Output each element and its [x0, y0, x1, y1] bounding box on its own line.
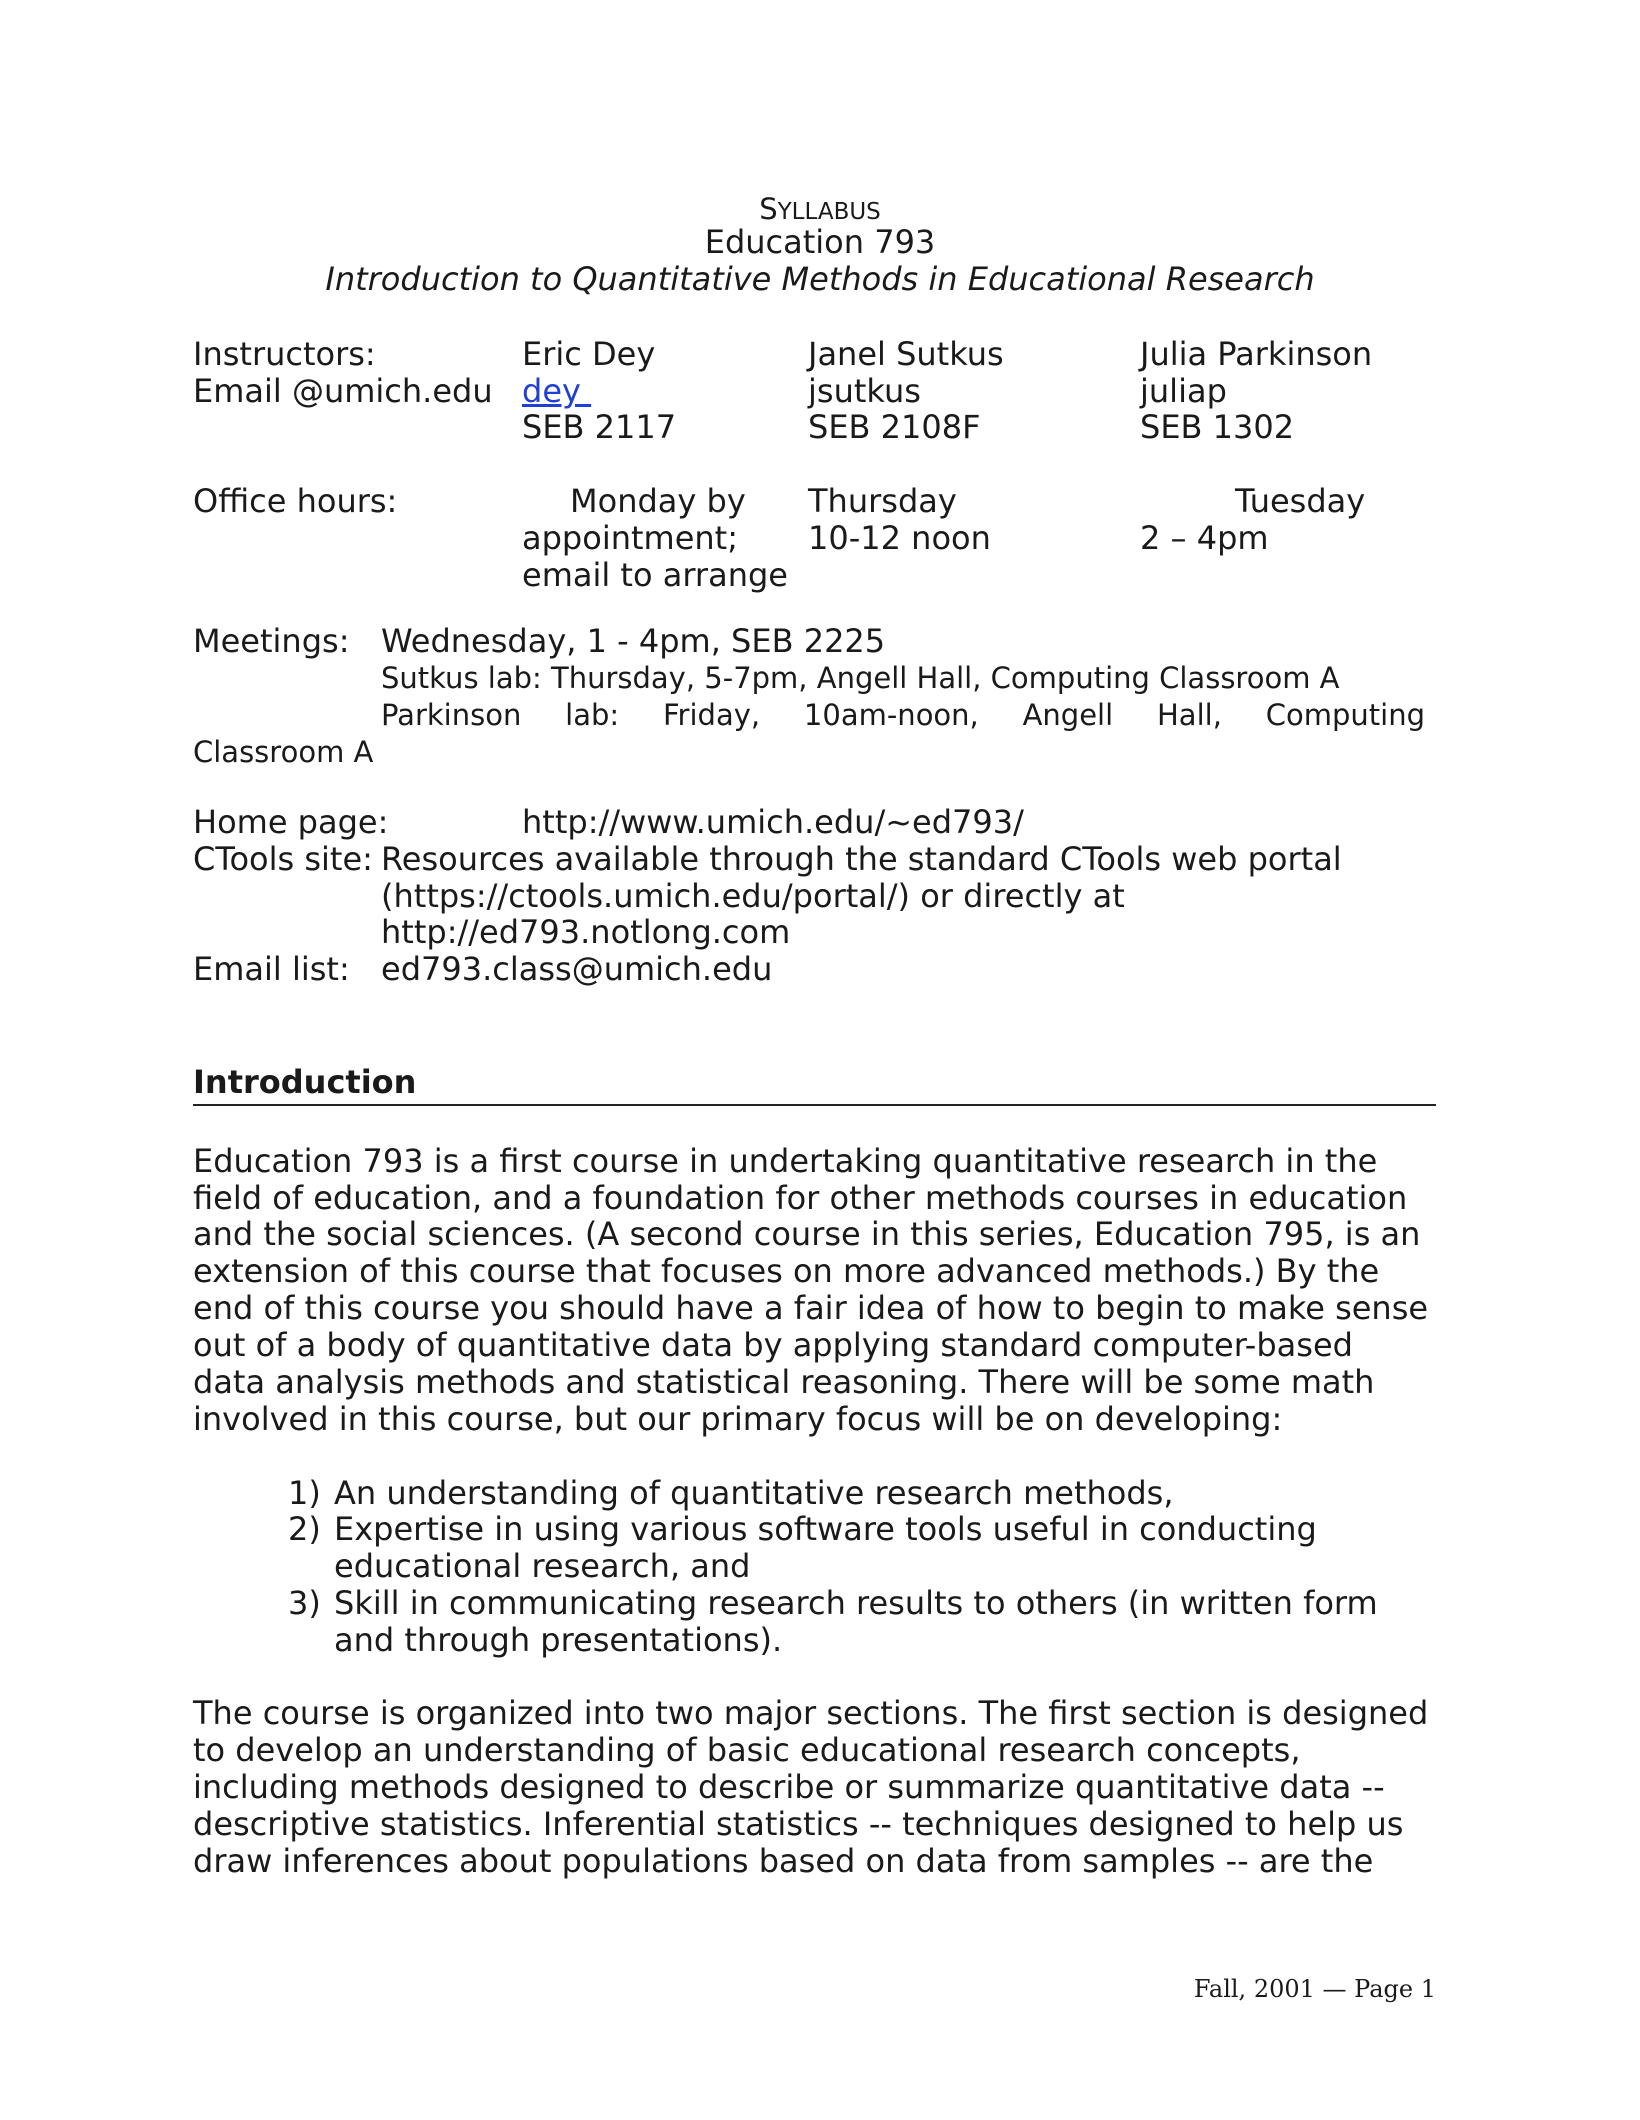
- instructor-name-sutkus: Janel Sutkus: [808, 335, 1004, 373]
- office-hours-dey-line1: Monday by: [570, 482, 746, 520]
- intro-paragraph-line: field of education, and a foundation for other methods courses in education: [193, 1179, 1408, 1217]
- email-list-address: ed793.class@umich.edu: [381, 950, 773, 988]
- meetings-label: Meetings:: [193, 622, 350, 660]
- course-organization-line: to develop an understanding of basic educational research concepts,: [193, 1731, 1301, 1769]
- intro-paragraph-line: and the social sciences. (A second course in this series, Education 795, is an: [193, 1215, 1421, 1253]
- office-hours-parkinson-line1: Tuesday: [1235, 482, 1366, 520]
- course-number: Education 793: [704, 223, 936, 261]
- office-hours-dey-line3: email to arrange: [522, 556, 788, 594]
- instructor-office-parkinson: SEB 1302: [1140, 408, 1295, 446]
- goal-number: 3): [288, 1584, 321, 1622]
- heading-rule: [193, 1104, 1436, 1106]
- email-label: Email @umich.edu: [193, 372, 493, 410]
- goal-number: 1): [288, 1474, 321, 1512]
- office-hours-label: Office hours:: [193, 482, 398, 520]
- intro-paragraph-line: extension of this course that focuses on more advanced methods.) By the: [193, 1252, 1380, 1290]
- meetings-sutkus-lab: Sutkus lab: Thursday, 5-7pm, Angell Hall, Computing Classroom A: [381, 661, 1340, 695]
- syllabus-heading-initial: S: [759, 192, 778, 226]
- meetings-main: Wednesday, 1 - 4pm, SEB 2225: [381, 622, 886, 660]
- syllabus-heading: [0, 192, 1640, 226]
- intro-paragraph-line: end of this course you should have a fair idea of how to begin to make sense: [193, 1289, 1429, 1327]
- ctools-line: http://ed793.notlong.com: [381, 913, 791, 951]
- instructor-email-parkinson: juliap: [1140, 372, 1227, 410]
- parkinson-lab-word: Hall,: [1157, 698, 1222, 732]
- course-title: Introduction to Quantitative Methods in Educational Research: [325, 260, 1315, 298]
- introduction-heading: Introduction: [193, 1063, 417, 1101]
- course-organization-line: draw inferences about populations based on data from samples -- are the: [193, 1842, 1374, 1880]
- email-list-label: Email list:: [193, 950, 350, 988]
- goal-line: and through presentations).: [334, 1621, 783, 1659]
- goal-line: Expertise in using various software tools useful in conducting: [334, 1510, 1317, 1548]
- ctools-line: Resources available through the standard CTools web portal: [381, 840, 1342, 878]
- parkinson-lab-word: Friday,: [662, 698, 761, 732]
- instructors-label: Instructors:: [193, 335, 376, 373]
- instructor-name-parkinson: Julia Parkinson: [1140, 335, 1373, 373]
- meetings-parkinson-lab: [381, 697, 1425, 734]
- ctools-label: CTools site:: [193, 840, 373, 878]
- goal-line: Skill in communicating research results to others (in written form: [334, 1584, 1378, 1622]
- course-organization-line: The course is organized into two major sections. The first section is designed: [193, 1694, 1429, 1732]
- goal-number: 2): [288, 1510, 321, 1548]
- home-page-label: Home page:: [193, 803, 389, 841]
- instructor-email-dey-link[interactable]: dey: [522, 372, 592, 410]
- goal-line: educational research, and: [334, 1547, 751, 1585]
- instructor-email-sutkus: jsutkus: [808, 372, 921, 410]
- parkinson-lab-word: Computing: [1265, 698, 1425, 732]
- parkinson-lab-word: lab:: [565, 698, 620, 732]
- intro-paragraph-line: involved in this course, but our primary focus will be on developing:: [193, 1400, 1283, 1438]
- home-page-url: http://www.umich.edu/~ed793/: [522, 803, 1024, 841]
- ctools-line: (https://ctools.umich.edu/portal/) or directly at: [381, 877, 1125, 915]
- instructor-office-sutkus: SEB 2108F: [808, 408, 981, 446]
- instructor-name-dey: Eric Dey: [522, 335, 656, 373]
- goal-line: An understanding of quantitative research methods,: [334, 1474, 1174, 1512]
- office-hours-sutkus-line2: 10-12 noon: [808, 519, 991, 557]
- parkinson-lab-word: 10am-noon,: [803, 698, 979, 732]
- office-hours-parkinson-line2: 2 – 4pm: [1140, 519, 1269, 557]
- parkinson-lab-word: Angell: [1022, 698, 1114, 732]
- syllabus-heading-rest: YLLABUS: [777, 199, 881, 225]
- course-organization-line: including methods designed to describe or summarize quantitative data --: [193, 1768, 1385, 1806]
- course-organization-line: descriptive statistics. Inferential statistics -- techniques designed to help us: [193, 1805, 1404, 1843]
- office-hours-sutkus-line1: Thursday: [808, 482, 957, 520]
- intro-paragraph-line: Education 793 is a first course in undertaking quantitative research in the: [193, 1142, 1378, 1180]
- office-hours-dey-line2: appointment;: [522, 519, 738, 557]
- instructor-office-dey: SEB 2117: [522, 408, 677, 446]
- page-footer: Fall, 2001 — Page 1: [1193, 1975, 1436, 2003]
- intro-paragraph-line: data analysis methods and statistical reasoning. There will be some math: [193, 1363, 1375, 1401]
- meetings-parkinson-lab-wrap: Classroom A: [193, 735, 374, 769]
- parkinson-lab-word: Parkinson: [381, 698, 522, 732]
- intro-paragraph-line: out of a body of quantitative data by applying standard computer-based: [193, 1326, 1353, 1364]
